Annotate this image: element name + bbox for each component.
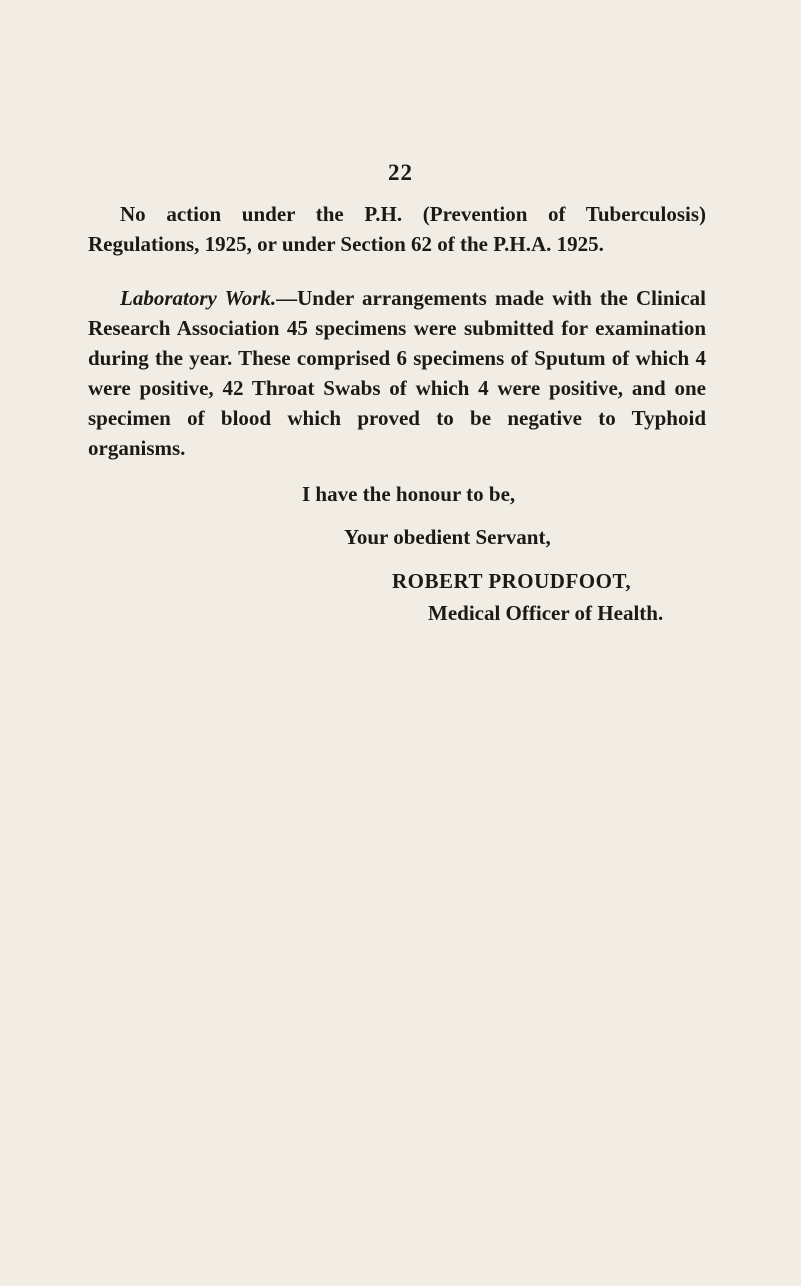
closing-salutation: I have the honour to be, bbox=[302, 482, 516, 506]
paragraph-text: No action under the P.H. (Prevention of Tuberculosis) Regulations, 1925, or under Section 62 of the P.H.A. 1925. bbox=[88, 202, 706, 256]
paragraph-heading: Laboratory Work. bbox=[120, 286, 277, 310]
paragraph-text: —Under arrangements made with the Clinical Research Association 45 specimens were submitted for examination during the year. These comprised 6 specimens of Sputum of which 4 were positive, 42 Throat Swabs of which 4 were positive, and one specimen of blood which proved to be negative to Typhoid organisms. bbox=[88, 286, 707, 460]
closing-servant: Your obedient Servant, bbox=[344, 525, 551, 549]
signature-title: Medical Officer of Health. bbox=[428, 601, 664, 625]
page-number: 22 bbox=[388, 160, 413, 185]
paragraph-tuberculosis-regulations bbox=[88, 199, 706, 259]
signature-name: ROBERT PROUDFOOT, bbox=[392, 569, 632, 593]
paragraph-laboratory-work bbox=[88, 283, 706, 463]
